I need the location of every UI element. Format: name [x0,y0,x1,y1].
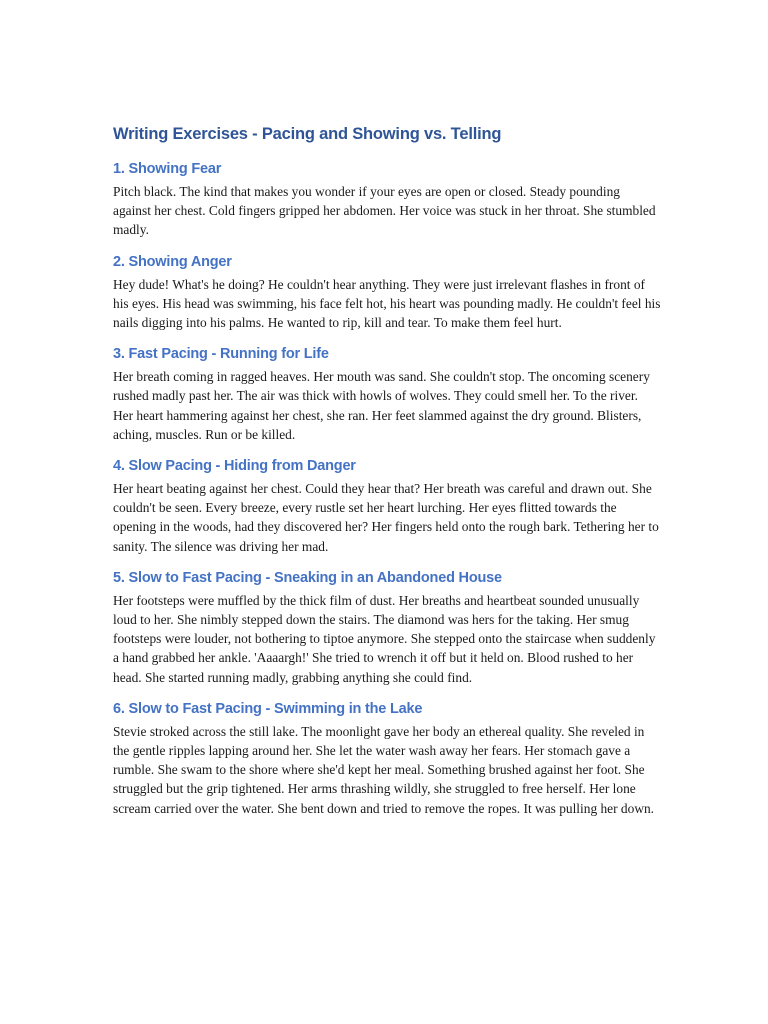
section-paragraph: Her breath coming in ragged heaves. Her mouth was sand. She couldn't stop. The oncoming scenery rushed madly past her. The air was thick with howls of wolves. They could smell her. To the river. Her heart hammering against her chest, she ran. Her feet slammed against the dry ground. Blisters, aching, muscles. Run or be killed. [113,369,650,442]
section-swimming-lake [113,699,661,818]
section-heading: 3. Fast Pacing - Running for Life [113,346,329,363]
section-heading: 4. Slow Pacing - Hiding from Danger [113,458,356,475]
section-heading: 5. Slow to Fast Pacing - Sneaking in an Abandoned House [113,569,502,586]
section-paragraph: Hey dude! What's he doing? He couldn't hear anything. They were just irrelevant flashes in front of his eyes. His head was swimming, his face felt hot, his heart was pounding madly. He couldn't feel his nails digging into his palms. He wanted to rip, kill and tear. To make them feel hurt. [113,276,661,331]
section-paragraph: Her heart beating against her chest. Could they hear that? Her breath was careful and drawn out. She couldn't be seen. Every breeze, every rustle set her heart lurching. Her eyes flitted towards the opening in the woods, had they discovered her? Her fingers held onto the rough bark. Tethering her to sanity. The silence was driving her mad. [113,481,659,554]
section-slow-pacing [113,456,661,556]
section-paragraph: Pitch black. The kind that makes you wonder if your eyes are open or closed. Steady pounding against her chest. Cold fingers gripped her abdomen. Her voice was stuck in her throat. She stumbled madly. [113,184,656,238]
document-page [113,122,661,830]
section-heading: 2. Showing Anger [113,253,232,270]
section-fast-pacing [113,344,661,444]
section-paragraph: Her footsteps were muffled by the thick film of dust. Her breaths and heartbeat sounded unusually loud to her. She nimbly stepped down the stairs. The diamond was hers for the taking. Her smug footsteps were louder, not bothering to tiptoe anymore. She stepped onto the staircase when suddenly a hand grabbed her ankle. 'Aaaargh!' She tried to wrench it off but it held on. Blood rushed to her head. She started running madly, grabbing anything she could find. [113,592,656,685]
section-abandoned-house [113,568,661,687]
document-title: Writing Exercises - Pacing and Showing vs. Telling [113,125,502,143]
section-showing-anger [113,252,661,333]
section-paragraph: Stevie stroked across the still lake. The moonlight gave her body an ethereal quality. She reveled in the gentle ripples lapping around her. She let the water wash away her fears. Her stomach gave a rumble. She swam to the shore where she'd kept her meal. Something brushed against her foot. She struggled but the grip tightened. Her arms thrashing wildly, she struggled to free herself. Her lone scream carried over the water. She bent down and tried to remove the ropes. It was pulling her down. [113,723,655,816]
section-heading: 6. Slow to Fast Pacing - Swimming in the Lake [113,700,423,717]
section-heading: 1. Showing Fear [113,161,222,177]
section-showing-fear [113,159,661,240]
